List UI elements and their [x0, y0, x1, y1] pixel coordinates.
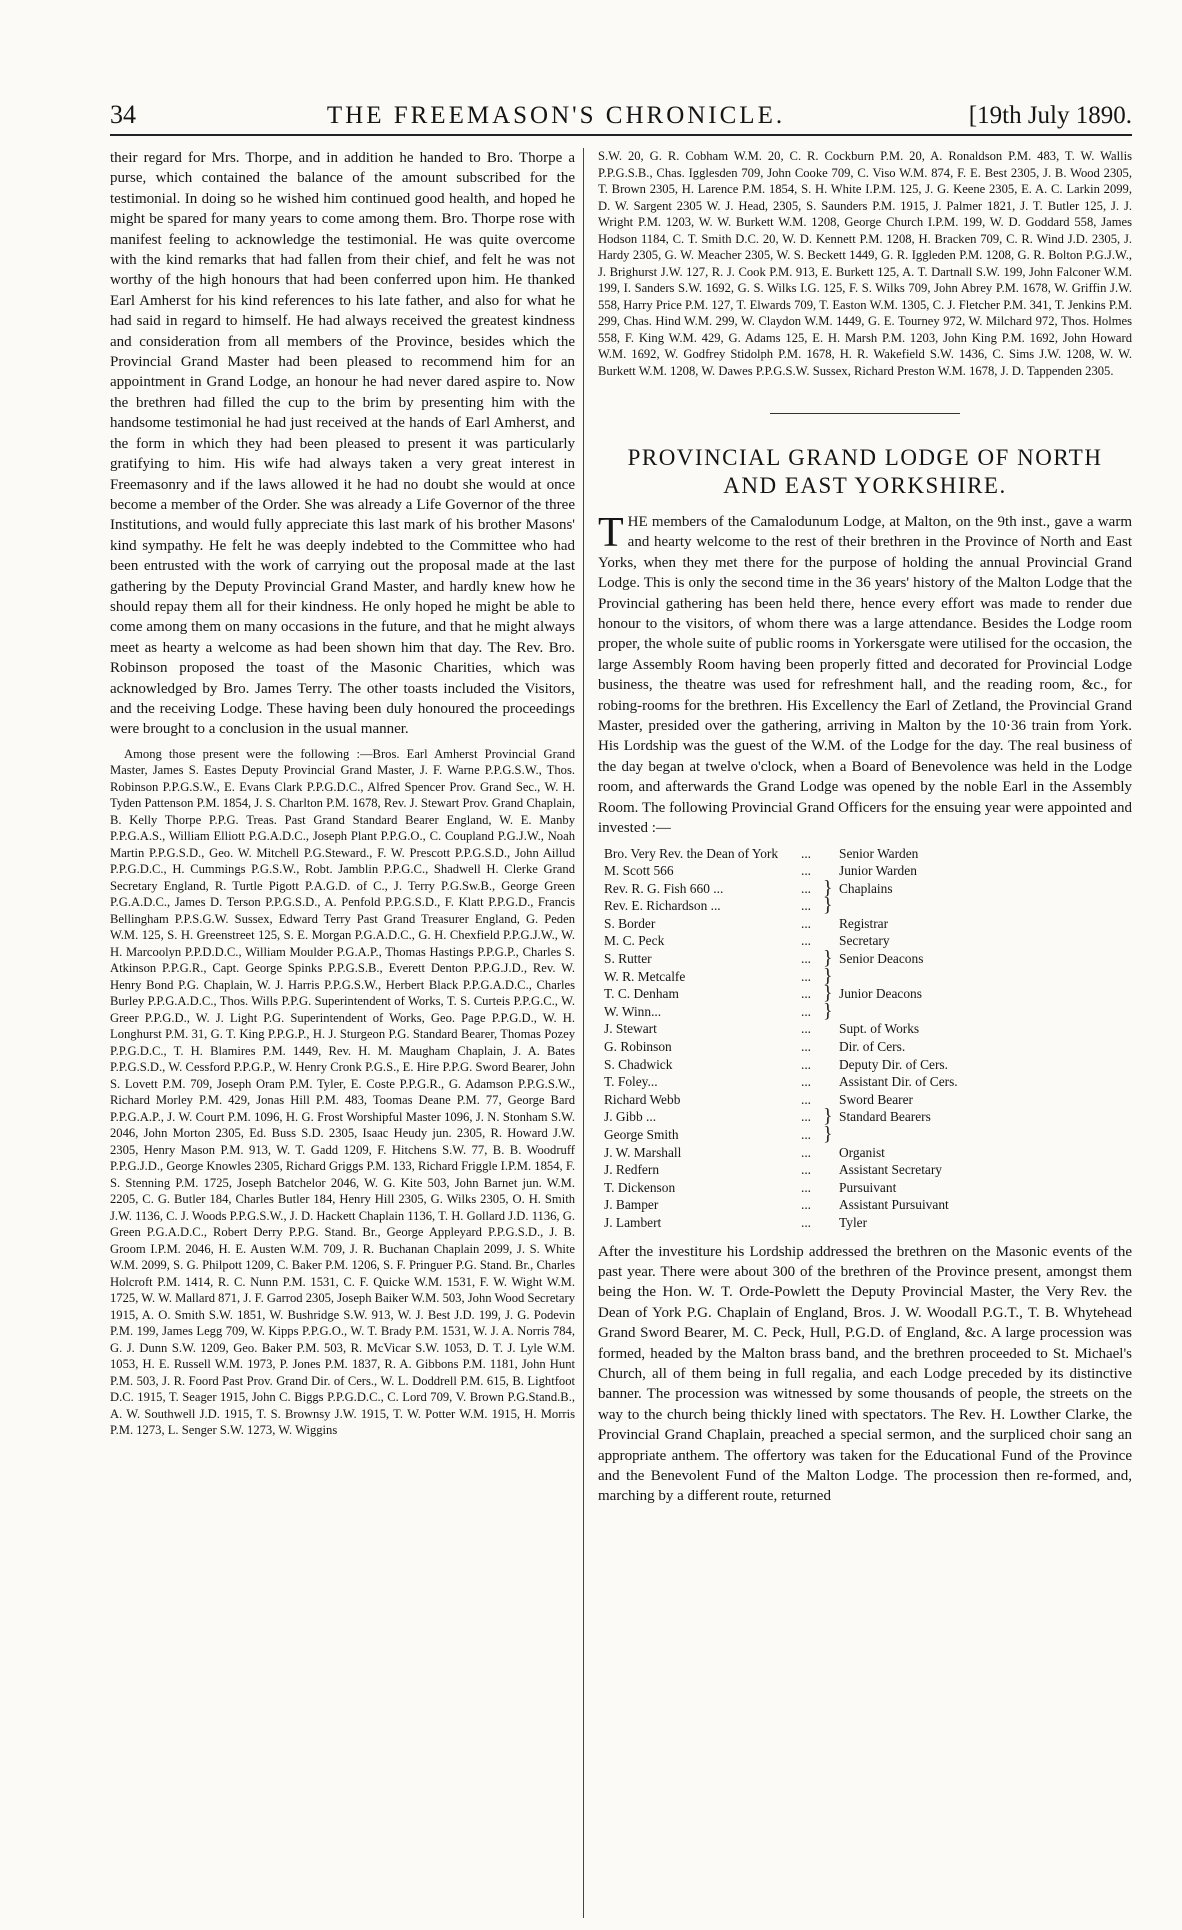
brace: } [823, 1123, 833, 1145]
officer-name: Rev. R. G. Fish 660 ... [604, 880, 724, 896]
brace: } [823, 999, 833, 1022]
officer-row [598, 985, 1132, 1003]
officer-row [598, 915, 1132, 933]
officer-row [598, 1003, 1132, 1021]
officer-office: Deputy Dir. of Cers. [839, 1056, 948, 1072]
officer-row [598, 1038, 1132, 1056]
officer-row [598, 845, 1132, 863]
officer-office: Registrar [839, 915, 889, 931]
leader-dots: ... [800, 1056, 812, 1072]
officer-name: T. Foley... [604, 1074, 658, 1090]
leader-dots: ... [800, 1214, 812, 1230]
officer-office: Secretary [839, 933, 890, 949]
leader-dots: ... [800, 1003, 812, 1019]
testimonial-paragraph: their regard for Mrs. Thorpe, and in addition he handed to Bro. Thorpe a purse, which contained the balance of the amount subscribed for the testimonial. In doing so he wished him continued good health, and hoped he might be spared for many years to come among them. Bro. Thorpe rose with manifest feeling to acknowledge the testimonial. He was quite overcome with the kind remarks that had fallen from their chief, and felt he was not worthy of the high honours that had been conferred upon him. He thanked Earl Amherst for his kind references to his late father, and also for what he had said in regard to himself. He had always received the greatest kindness and consideration from all members of the Province, besides which the Provincial Grand Master had been pleased to recommend him for an appointment in Grand Lodge, an honour he had never dared aspire to. Now the brethren had filled the cup to the brim by presenting him with the handsome testimonial he had just received at the hands of Earl Amherst, and the form in which they had been pleased to present it was particularly gratifying to him. His wife had always taken a very great interest in Freemasonry and if the laws allowed it he had no doubt she would at once become a member of the Order. She was already a Life Governor of the three Institutions, and would fully appreciate this last mark of his brother Masons' kind sympathy. He felt he was deeply indebted to the Committee who had been entrusted with the work of carrying out the proposal made at the last gathering by the Deputy Provincial Grand Master, and hardly knew how he should repay them all for their kindness. He only hoped he might be able to come among them on many occasions in the future, and that he might always meet as hearty a welcome as had been shown him that day. The Rev. Bro. Robinson proposed the toast of the Masonic Charities, which was acknowledged by Bro. James Terry. The other toasts included the Visitors, and the receiving Lodge. These having been duly honoured the proceedings were brought to a conclusion in the usual manner. [110, 150, 575, 738]
officer-office [837, 897, 1132, 915]
officer-office: Assistant Secretary [839, 1162, 943, 1178]
officer-name: M. Scott 566 [604, 863, 674, 879]
brace: } [823, 982, 833, 1005]
officer-name: G. Robinson [604, 1039, 672, 1055]
leader-dots: ... [800, 986, 812, 1002]
brace: } [823, 1105, 833, 1128]
officer-name: J. Stewart [604, 1021, 657, 1037]
officer-row [598, 968, 1132, 986]
leader-dots: ... [800, 933, 812, 949]
officer-name: Richard Webb [604, 1091, 681, 1107]
officer-name: S. Chadwick [604, 1056, 673, 1072]
leader-dots: ... [800, 880, 812, 896]
officer-office [837, 968, 1132, 986]
officer-name: George Smith [604, 1127, 679, 1142]
issue-date: [19th July 1890. [968, 102, 1132, 129]
officer-office: Assistant Pursuivant [839, 1197, 949, 1213]
officer-row [598, 880, 1132, 898]
leader-dots: ... [800, 968, 812, 984]
officer-office: Organist [839, 1144, 885, 1160]
brace [823, 1020, 837, 1038]
article-closing-paragraph: After the investiture his Lordship addressed the brethren on the Masonic events of the past year. There were about 300 of the brethren of the Province present, amongst them being the Hon. W. T. Orde-Powlett the Deputy Provincial Master, the Very Rev. the Dean of York P.G. Chaplain of England, Bros. J. W. Woodall P.G.T., T. B. Whytehead Grand Sword Bearer, M. C. Peck, Hull, P.G.D. of England, &c. A large procession was formed, headed by the Malton brass band, and the brethren proceeded to St. Michael's Church, all of them being in full regalia, and each Lodge preceded by its distinctive banner. The procession was witnessed by some thousands of people, the streets on the way to the church being thickly lined with spectators. The Rev. H. Lowther Clarke, the Provincial Grand Chaplain, preached a special sermon, and the surpliced choir sang an appropriate anthem. The offertory was taken for the Educational Fund of the Province and the Benevolent Fund of the Malton Lodge. The procession then re-formed, and, marching by a different route, returned [598, 1243, 1132, 1505]
leader-dots: ... [800, 1127, 812, 1142]
officer-name: W. Winn... [604, 1003, 662, 1019]
officer-row [598, 1126, 1132, 1144]
officers-table [598, 845, 1132, 1232]
drop-cap: T [598, 510, 624, 556]
officer-row [598, 1108, 1132, 1126]
leader-dots: ... [800, 1197, 812, 1213]
leader-dots: ... [800, 1039, 812, 1055]
brace [823, 1161, 837, 1179]
officer-name: J. W. Marshall [604, 1144, 682, 1160]
officer-row [598, 932, 1132, 950]
officer-office: Dir. of Cers. [839, 1039, 906, 1055]
article-heading [598, 444, 1132, 500]
officer-row [598, 1091, 1132, 1109]
officer-office: Tyler [839, 1214, 868, 1230]
officer-office: Pursuivant [839, 1179, 897, 1195]
officer-row [598, 1073, 1132, 1091]
officer-row [598, 1144, 1132, 1162]
leader-dots: ... [800, 915, 812, 931]
officer-office: Junior Warden [839, 863, 917, 879]
officer-row [598, 1161, 1132, 1179]
attendance-continuation: S.W. 20, G. R. Cobham W.M. 20, C. R. Cockburn P.M. 20, A. Ronaldson P.M. 483, T. W. Wallis P.P.G.S.B., Chas. Igglesden 709, John Cooke 709, C. Viso W.M. 874, F. E. Best 2305, J. B. Wood 2305, T. Brown 2305, H. Larence P.M. 1854, S. H. White I.P.M. 125, J. G. Keene 2305, E. A. C. Larkin 2099, D. W. Sargent 2305 W. J. Head, 2305, S. Saunders P.M. 1915, J. Palmer 1821, J. T. Butler 125, J. J. Wright P.M. 1203, W. W. Burkett W.M. 1208, George Church I.P.M. 199, W. D. Goddard 558, James Hodson 1184, C. T. Smith D.C. 20, W. D. Kennett P.M. 1208, H. Bracken 709, C. R. Wind J.D. 2305, J. Hardy 2305, G. W. Meacher 2305, W. S. Beckett 1449, G. R. Iggleden P.M. 1208, G. R. Bolton P.G.J.W., J. Brighurst J.W. 127, R. J. Cook P.M. 913, E. Burkett 125, A. T. Dartnall S.W. 199, John Falconer W.M. 199, I. Sanders S.W. 1692, G. S. Wilks I.G. 125, F. S. Wilks 709, John Abrey P.M. 1678, W. Griffin J.W. 558, Harry Price P.M. 127, T. Elwards 709, T. Easton W.M. 1305, C. J. Fletcher P.M. 341, T. Jenkins P.M. 299, Chas. Hind W.M. 299, W. Claydon W.M. 1449, G. E. Tourney 972, W. Milchard 972, Thos. Holmes 558, F. King W.M. 429, G. Adams 125, E. H. Marsh P.M. 1203, John King P.M. 1692, John Howard W.M. 1692, W. Godfrey Stidolph P.M. 1678, H. R. Wakefield S.W. 1436, C. Sims J.W. 1208, W. W. Burkett W.M. 1208, W. Dawes P.P.G.S.W. Sussex, Richard Preston W.M. 1678, J. D. Tappenden 2305. [598, 149, 1132, 378]
officer-row [598, 897, 1132, 915]
leader-dots: ... [800, 898, 812, 914]
leader-dots: ... [800, 1074, 812, 1090]
officer-row [598, 862, 1132, 880]
officer-row [598, 1214, 1132, 1232]
officer-office: Supt. of Works [839, 1021, 920, 1037]
masthead [110, 96, 1132, 136]
brace: } [823, 876, 833, 899]
officer-name: W. R. Metcalfe [604, 968, 686, 984]
officer-row [598, 950, 1132, 968]
leader-dots: ... [800, 845, 812, 861]
officer-name: J. Lambert [604, 1214, 662, 1230]
leader-dots: ... [800, 951, 812, 967]
officer-office: Chaplains [839, 880, 893, 896]
article-opening-paragraph [598, 512, 1132, 839]
publication-title: THE FREEMASON'S CHRONICLE. [326, 102, 786, 129]
article-heading-line-1: PROVINCIAL GRAND LODGE OF NORTH [627, 445, 1103, 470]
officer-office [837, 1126, 1132, 1144]
brace [823, 1144, 837, 1162]
officer-office: Assistant Dir. of Cers. [839, 1074, 958, 1090]
officer-name: Rev. E. Richardson ... [604, 898, 721, 914]
officer-office: Senior Warden [839, 845, 919, 861]
brace: } [823, 894, 833, 917]
right-column [590, 148, 1132, 1918]
officer-office: Senior Deacons [839, 951, 924, 967]
article-heading-line-2: AND EAST YORKSHIRE. [723, 473, 1007, 498]
brace [823, 1056, 837, 1074]
left-column [110, 148, 584, 1918]
leader-dots: ... [800, 1179, 812, 1195]
officer-office: Sword Bearer [839, 1091, 913, 1107]
leader-dots: ... [800, 863, 812, 879]
brace: } [823, 947, 833, 970]
officer-name: S. Border [604, 915, 656, 931]
officer-row [598, 1196, 1132, 1214]
officer-name: J. Redfern [604, 1162, 660, 1178]
officer-name: J. Bamper [604, 1197, 659, 1213]
brace: } [823, 964, 833, 987]
officer-office: Standard Bearers [839, 1109, 931, 1125]
officer-office: Junior Deacons [839, 986, 922, 1002]
page-number: 34 [110, 100, 136, 129]
officer-row [598, 1179, 1132, 1197]
brace [823, 1179, 837, 1197]
attendance-list: Among those present were the following :—Bros. Earl Amherst Provincial Grand Master, James S. Eastes Deputy Provincial Grand Master, J. F. Warne P.P.G.S.W., Thos. Robinson P.P.G.S.W., E. Evans Clark P.P.G.D.C., Alfred Spencer Prov. Grand Sec., W. H. Tyden Pattenson P.M. 1854, J. S. Charlton P.M. 1678, Rev. J. Stewart Prov. Grand Chaplain, B. Kelly Thorpe P.P.G. Treas. Past Grand Standard Bearer England, W. E. Manby P.P.G.A.S., William Elliott P.G.A.D.C., Joseph Plant P.P.G.O., C. Coupland P.G.J.W., Noah Martin P.P.G.S.D., Geo. W. Mitchell P.G.Steward., F. W. Prescott P.P.G.S.D., John Aillud P.P.G.D.C., H. Cummings P.G.S.W., Robt. Jamblin P.P.G.C., Shadwell H. Clerke Grand Secretary England, R. Turtle Pigott P.A.G.D. of C., J. Terry P.G.Sw.B., George Green P.G.A.D.C., James D. Terson P.P.G.S.D., A. Penfold P.P.G.S.D., F. Klatt P.P.G.D., Francis Bellingham P.P.S.G.W. Sussex, Edward Terry Past Grand Treasurer England, G. Peden W.M. 125, S. H. Greenstreet 125, S. E. Morgan P.G.A.D.C., G. H. Chexfield P.P.G.J.W., W. H. Marcoolyn P.P.D.D.C., William Moulder P.G.A.P., Thomas Hastings P.P.G.P., Charles S. Atkinson P.P.G.R., Capt. George Spinks P.P.G.S.B., Everett Denton P.P.G.J.D., Rev. W. Henry Bond P.G. Chaplain, W. J. Harris P.P.G.S.W., Herbert Black P.P.G.A.D.C., Charles Burley P.P.G.A.D.C., Thos. Wills P.P.G. Superintendent of Works, T. S. Curteis P.P.G.C., W. Greer P.P.G.D., W. J. Light P.G. Superintendent of Works, Geo. Page P.P.G.D., W. H. Longhurst P.M. 31, G. T. King P.P.G.P., H. J. Sturgeon P.G. Standard Bearer, Thomas Pozey P.P.G.D.C., T. H. Blamires P.M. 1449, Rev. H. M. Maugham Chaplain, J. A. Bates P.P.G.S.D., W. Cessford P.P.G.P., W. Henry Cronk P.G.S., E. Hire P.P.G. Sword Bearer, John S. Lovett P.M. 709, Joseph Oram P.M. Tyler, E. Coste P.P.G.R., G. Adamson P.P.G.S.W., Richard Morley P.M. 429, Jonas Hill P.M. 483, Toomas Deane P.M. 77, George Bard P.P.G.A.P., J. W. Court P.M. 1096, H. G. Frost Worshipful Master 1096, J. N. Stonham S.W. 2046, John Morton 2305, Ed. Buss S.D. 2305, Isaac Heudy jun. 2305, R. Howard J.W. 2305, Henry Mason P.M. 913, W. T. Gadd 1209, F. Hitchens S.W. 77, B. B. Woodruff P.P.G.J.D., George Knowles 2305, Richard Griggs P.M. 133, Richard Friggle I.P.M. 1854, F. S. Stenning P.M. 1725, Joseph Batchelor 2046, W. G. Kite 503, John Barnet jun. W.M. 2205, C. G. Butler 184, Charles Butler 184, Henry Hill 2305, G. Wilks 2305, O. H. Smith J.W. 1136, C. J. Woods P.P.G.S.W., J. D. Hackett Chaplain 1136, T. H. Gollard J.D. 1136, G. Green P.G.A.D.C., Robert Derry P.P.G. Stand. Br., George Appleyard P.P.G.S.D., J. B. Groom I.P.M. 2046, H. E. Austen W.M. 709, J. R. Buchanan Chaplain 2099, J. S. White W.M. 2099, S. G. Philpott 1209, C. Baker P.M. 1206, S. F. Pringuer P.G. Stand. Br., Charles Holcroft P.M. 1414, R. C. Nunn P.M. 1531, C. F. Quicke W.M. 1531, F. W. Wight W.M. 1725, W. W. Mallard 871, J. F. Garrod 2305, Joseph Baiker W.M. 503, John Wood Secretary 1915, A. O. Smith S.W. 1851, W. Bushridge S.W. 913, W. J. Best J.D. 199, J. G. Podevin P.M. 199, James Legg 709, W. Kipps P.P.G.O., W. T. Brady P.M. 1531, W. J. A. Norris 784, G. J. Dunn S.W. 1209, Geo. Baker P.M. 503, R. McVicar S.W. 1053, D. T. J. Lyle W.M. 1053, H. E. Russell W.M. 1973, P. Jones P.M. 1837, R. A. Gibbons P.M. 1181, John Hunt P.M. 503, J. R. Foord Past Prov. Grand Dir. of Cers., W. L. Doddrell P.M. 615, B. Lightfoot D.C. 1915, T. Seager 1915, John C. Biggs P.P.G.D.C., C. Lord 709, V. Brown P.G.Stand.B., A. W. Southwell J.D. 1915, T. S. Brownsy J.W. 1915, T. W. Potter W.M. 1915, H. Morris P.M. 1273, L. Senger S.W. 1273, W. Wiggins [110, 746, 575, 1438]
officer-name: T. Dickenson [604, 1179, 676, 1195]
article-opening-text: HE members of the Camalodunum Lodge, at Malton, on the 9th inst., gave a warm and hearty welcome to the rest of their brethren in the Province of North and East Yorks, when they met there for the purpose of holding the annual Provincial Grand Lodge. This is only the second time in the 36 years' history of the Malton Lodge that the Provincial gathering has been held there, hence every effort was made to render due honour to the visitors, of whom there was a large attendance. Besides the Lodge room proper, the whole suite of public rooms in Yorkersgate were utilised for the occasion, the large Assembly Room having been properly fitted and decorated for Provincial Lodge business, the theatre was used for refreshment hall, and the reading room, &c., for robing-rooms for the brethren. His Excellency the Earl of Zetland, the Provincial Grand Master, presided over the gathering, arriving in Malton by the 10·36 train from York. His Lordship was the guest of the W.M. of the Lodge for the day. The real business of the day began at twelve o'clock, when a Board of Benevolence was held in the Lodge room, and afterwards the Grand Lodge was opened by the noble Earl in the Assembly Room. The following Provincial Grand Officers for the ensuing year were appointed and invested :— [598, 514, 1132, 837]
officer-name: J. Gibb ... [604, 1109, 657, 1125]
leader-dots: ... [800, 1144, 812, 1160]
officer-row [598, 1056, 1132, 1074]
officer-name: M. C. Peck [604, 933, 665, 949]
brace [823, 1214, 837, 1232]
officer-name: Bro. Very Rev. the Dean of York [604, 845, 779, 861]
officer-row [598, 1020, 1132, 1038]
section-divider [770, 413, 960, 414]
officer-name: S. Rutter [604, 951, 652, 967]
brace [823, 915, 837, 933]
brace [823, 1073, 837, 1091]
leader-dots: ... [800, 1091, 812, 1107]
leader-dots: ... [800, 1021, 812, 1037]
brace [823, 1196, 837, 1214]
officer-name: T. C. Denham [604, 986, 679, 1002]
leader-dots: ... [800, 1162, 812, 1178]
officer-office [837, 1003, 1132, 1021]
leader-dots: ... [800, 1109, 812, 1125]
brace [823, 845, 837, 863]
brace [823, 1038, 837, 1056]
